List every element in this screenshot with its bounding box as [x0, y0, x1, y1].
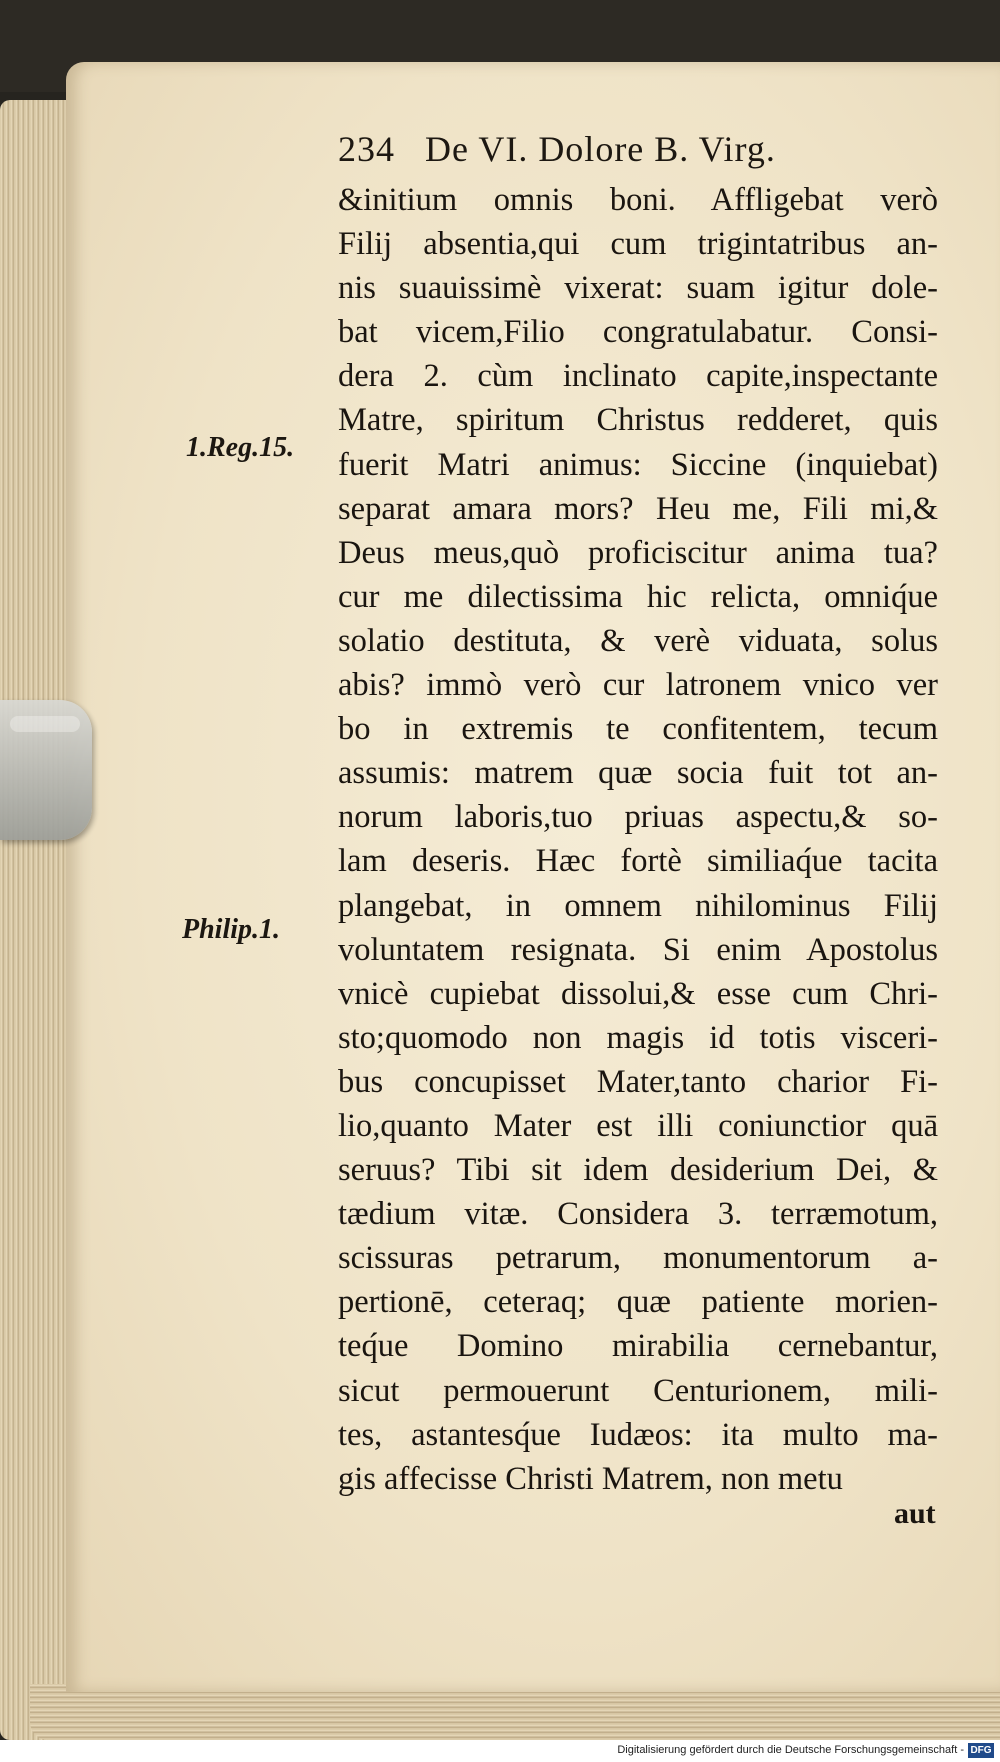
- running-header: [338, 128, 776, 176]
- text-line: dera 2. cùm inclinato capite,inspectante: [338, 358, 938, 395]
- page-clip: [0, 700, 92, 840]
- text-line: plangebat, in omnem nihilominus Filij: [338, 887, 938, 924]
- page-edges-bottom: [30, 1684, 1000, 1740]
- text-line: lio,quanto Mater est illi coniunctior quā: [338, 1107, 938, 1144]
- margin-note-philip: Philip.1.: [182, 914, 281, 945]
- page-number: 234: [338, 129, 395, 169]
- text-line: assumis: matrem quæ socia fuit tot an-: [338, 755, 938, 792]
- text-line: norum laboris,tuo priuas aspectu,& so-: [338, 799, 938, 836]
- text-line: solatio destituta, & verè viduata, solus: [338, 622, 938, 659]
- text-line: tædium vitæ. Considera 3. terræmotum,: [338, 1196, 938, 1233]
- text-line: bo in extremis te confitentem, tecum: [338, 711, 938, 748]
- text-line: sicut permouerunt Centurionem, mili-: [338, 1372, 938, 1409]
- text-line: bat vicem,Filio congratulabatur. Consi-: [338, 314, 938, 351]
- text-line: Matre, spiritum Christus redderet, quis: [338, 402, 938, 439]
- dfg-logo: DFG: [968, 1743, 994, 1758]
- text-line: fuerit Matri animus: Siccine (inquiebat): [338, 446, 938, 483]
- credit-text: Digitalisierung gefördert durch die Deutsche Forschungsgemeinschaft -: [617, 1744, 964, 1756]
- text-line: Deus meus,quò proficiscitur anima tua?: [338, 534, 938, 571]
- text-line: scissuras petrarum, monumentorum a-: [338, 1240, 938, 1277]
- running-title: De VI. Dolore B. Virg.: [425, 129, 776, 169]
- text-line: seruus? Tibi sit idem desiderium Dei, &: [338, 1152, 938, 1189]
- text-line: vnicè cupiebat dissolui,& esse cum Chri-: [338, 975, 938, 1012]
- margin-note-reg: 1.Reg.15.: [186, 432, 295, 463]
- text-line: abis? immò verò cur latronem vnico ver: [338, 667, 938, 704]
- credit-bar: [0, 1740, 1000, 1762]
- text-line: bus concupisset Mater,tanto charior Fi-: [338, 1063, 938, 1100]
- catchword: aut: [894, 1497, 936, 1530]
- text-line: &initium omnis boni. Affligebat verò: [338, 182, 938, 218]
- text-line: pertionē, ceteraq; quæ patiente morien-: [338, 1284, 938, 1321]
- text-line: nis suauissimè vixerat: suam igitur dole-: [338, 270, 938, 307]
- text-line: sto;quomodo non magis id totis visceri-: [338, 1019, 938, 1056]
- text-line: lam deseris. Hæc fortè similiaq́ue tacita: [338, 843, 938, 880]
- text-line: tes, astantesq́ue Iudæos: ita multo ma-: [338, 1416, 938, 1453]
- text-line: separat amara mors? Heu me, Fili mi,&: [338, 490, 938, 527]
- text-line: Filij absentia,qui cum trigintatribus an-: [338, 226, 938, 263]
- body-text: [338, 178, 938, 1501]
- text-line: cur me dilectissima hic relicta, omniq́ue: [338, 578, 938, 615]
- text-line: teq́ue Domino mirabilia cernebantur,: [338, 1328, 938, 1365]
- text-line: gis affecisse Christi Matrem, non metu: [338, 1460, 843, 1497]
- text-line: voluntatem resignata. Si enim Apostolus: [338, 931, 938, 968]
